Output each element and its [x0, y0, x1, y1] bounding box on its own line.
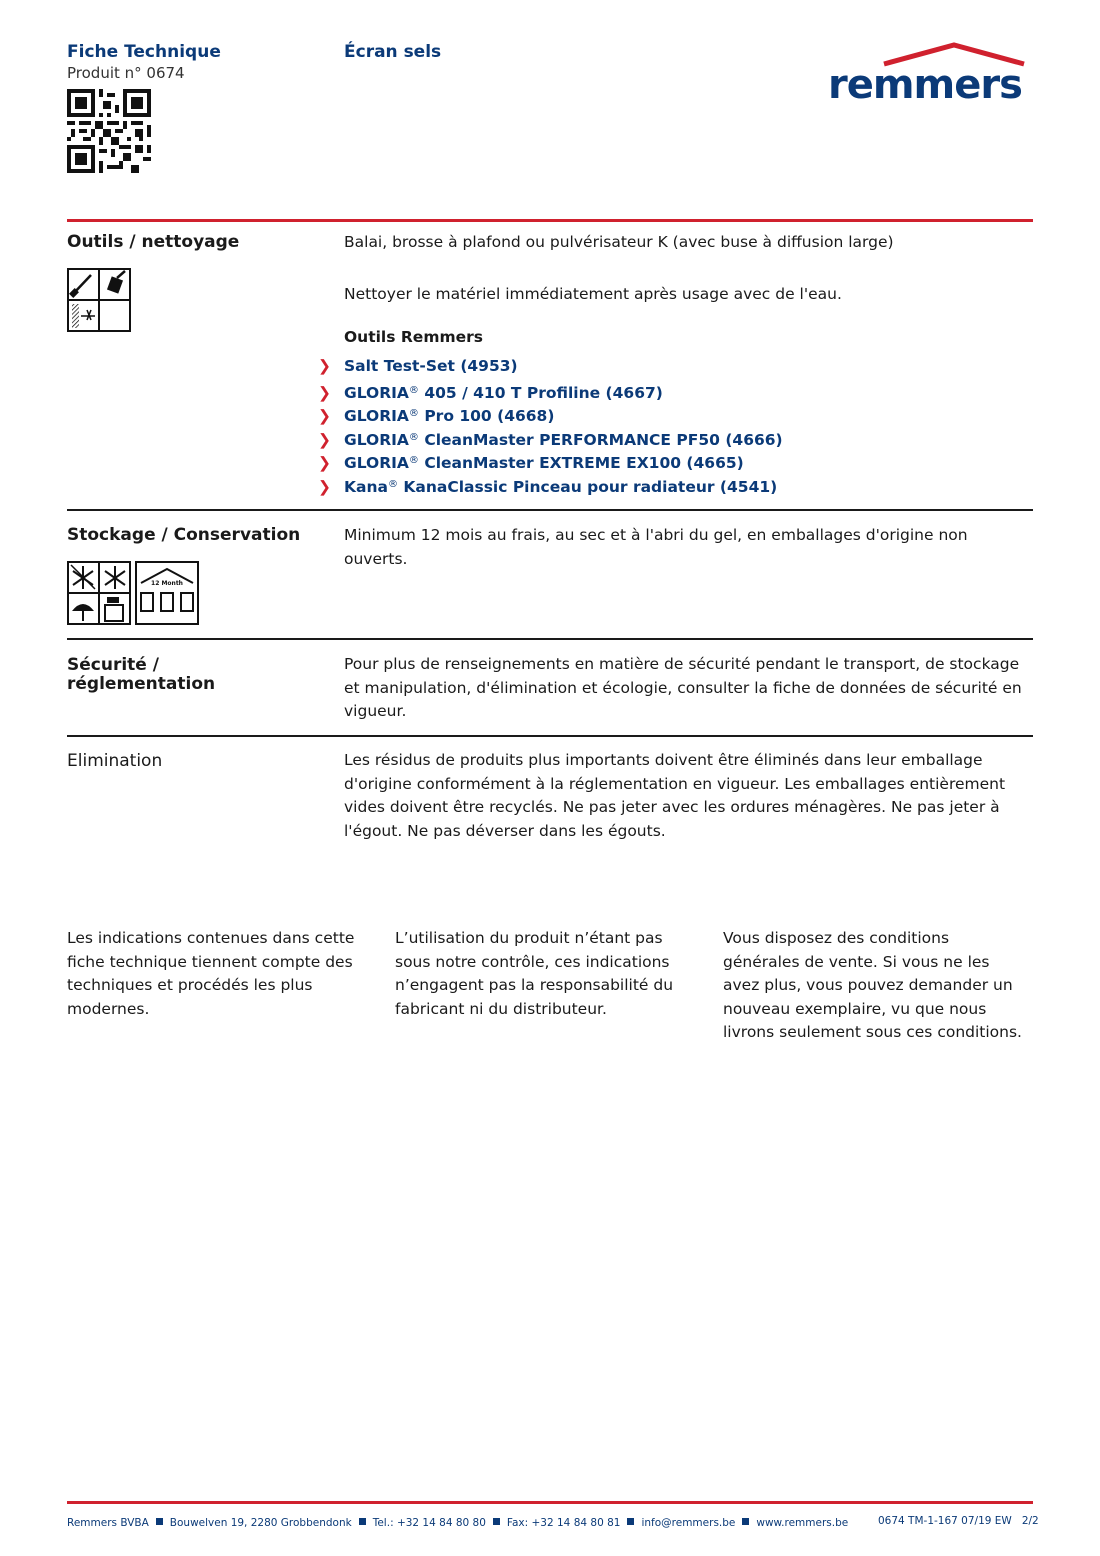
qr-code-icon [67, 89, 151, 173]
tool-link-gloria-405[interactable] [318, 379, 783, 403]
footer-web-link[interactable]: www.remmers.be [756, 1517, 849, 1529]
tools-text-2: Nettoyer le matériel immédiatement après usage avec de l'eau. [344, 285, 842, 303]
separator-icon [742, 1518, 749, 1525]
tools-cleaning-icon [67, 268, 131, 332]
tools-text-1: Balai, brosse à plafond ou pulvérisateur K (avec buse à diffusion large) [344, 233, 894, 251]
tool-link-gloria-performance[interactable] [318, 426, 783, 450]
section-title-storage: Stockage / Conservation [67, 525, 301, 545]
tool-link-label: Kana® KanaClassic Pinceau pour radiateur (4541) [344, 477, 778, 496]
section-title-disposal: Elimination [67, 751, 163, 771]
disclaimer-2: L’utilisation du produit n’étant pas sous notre contrôle, ces indications n’engagent pas la responsabilité du fabricant ni du distributeur. [395, 929, 674, 1018]
storage-duration-icon [135, 561, 199, 625]
tool-link-gloria-pro-100[interactable] [318, 402, 783, 426]
section-title-tools: Outils / nettoyage [67, 232, 240, 252]
chevron-right-icon: ❯ [318, 357, 331, 375]
storage-months-label: 12 Month [151, 580, 183, 587]
tool-link-label: GLORIA® CleanMaster PERFORMANCE PF50 (4666) [344, 430, 783, 449]
tool-link-label: GLORIA® CleanMaster EXTREME EX100 (4665) [344, 454, 744, 473]
separator-icon [156, 1518, 163, 1525]
remmers-logo [826, 42, 1031, 108]
tool-link-kana-pinceau[interactable] [318, 473, 783, 497]
storage-conditions-icon [67, 561, 131, 625]
section-title-safety-line2: réglementation [67, 674, 216, 694]
section-divider [67, 735, 1033, 737]
section-divider [67, 219, 1033, 222]
safety-text: Pour plus de renseignements en matière de sécurité pendant le transport, de stockage et manipulation, d'élimination et écologie, consulter la fiche de données de sécurité en vigueur. [344, 655, 1022, 721]
section-divider [67, 638, 1033, 640]
section-title-safety-line1: Sécurité / [67, 655, 159, 675]
disposal-text: Les résidus de produits plus importants doivent être éliminés dans leur emballage d'origine conformément à la réglementation en vigueur. Les emballages entièrement vides doivent être recyclés. Ne pas jeter avec les ordures ménagères. Ne pas jeter à l'égout. Ne pas déverser dans les égouts. [344, 751, 1006, 840]
tool-link-label: GLORIA® Pro 100 (4668) [344, 407, 555, 426]
chevron-right-icon: ❯ [318, 430, 331, 449]
disclaimer-3: Vous disposez des conditions générales de vente. Si vous ne les avez plus, vous pouvez demander un nouveau exemplaire, vu que nous livrons seulement sous ces conditions. [723, 929, 1022, 1042]
footer-email-link[interactable]: info@remmers.be [641, 1517, 736, 1529]
separator-icon [627, 1518, 634, 1525]
tool-link-label: GLORIA® 405 / 410 T Profiline (4667) [344, 383, 663, 402]
separator-icon [359, 1518, 366, 1525]
tool-link-label: Salt Test-Set (4953) [344, 357, 518, 375]
section-divider [67, 509, 1033, 511]
tool-link-gloria-extreme[interactable] [318, 449, 783, 473]
document-type: Fiche Technique [67, 42, 221, 62]
tools-subheading: Outils Remmers [344, 328, 484, 346]
product-name: Écran sels [344, 42, 442, 62]
chevron-right-icon: ❯ [318, 407, 331, 426]
footer-divider [67, 1501, 1033, 1504]
separator-icon [493, 1518, 500, 1525]
product-number: Produit n° 0674 [67, 64, 185, 82]
chevron-right-icon: ❯ [318, 477, 331, 496]
tool-link-salt-test-set[interactable] [318, 355, 783, 379]
footer-company: Remmers BVBA [67, 1517, 149, 1529]
footer-contact [67, 1517, 848, 1529]
footer-tel: Tel.: +32 14 84 80 80 [372, 1517, 486, 1529]
footer-doc-code: 0674 TM-1-167 07/19 EW [878, 1515, 1012, 1527]
footer-page-number: 2/2 [1021, 1515, 1039, 1527]
footer-address: Bouwelven 19, 2280 Grobbendonk [169, 1517, 352, 1529]
footer-fax: Fax: +32 14 84 80 81 [506, 1517, 621, 1529]
tools-list [318, 355, 783, 497]
disclaimer-1: Les indications contenues dans cette fiche technique tiennent compte des techniques et procédés les plus modernes. [67, 929, 355, 1018]
chevron-right-icon: ❯ [318, 454, 331, 473]
chevron-right-icon: ❯ [318, 383, 331, 402]
storage-text: Minimum 12 mois au frais, au sec et à l'abri du gel, en emballages d'origine non ouverts. [344, 526, 968, 568]
footer-doc-info [878, 1515, 1039, 1527]
logo-wordmark: remmers [828, 62, 1022, 108]
